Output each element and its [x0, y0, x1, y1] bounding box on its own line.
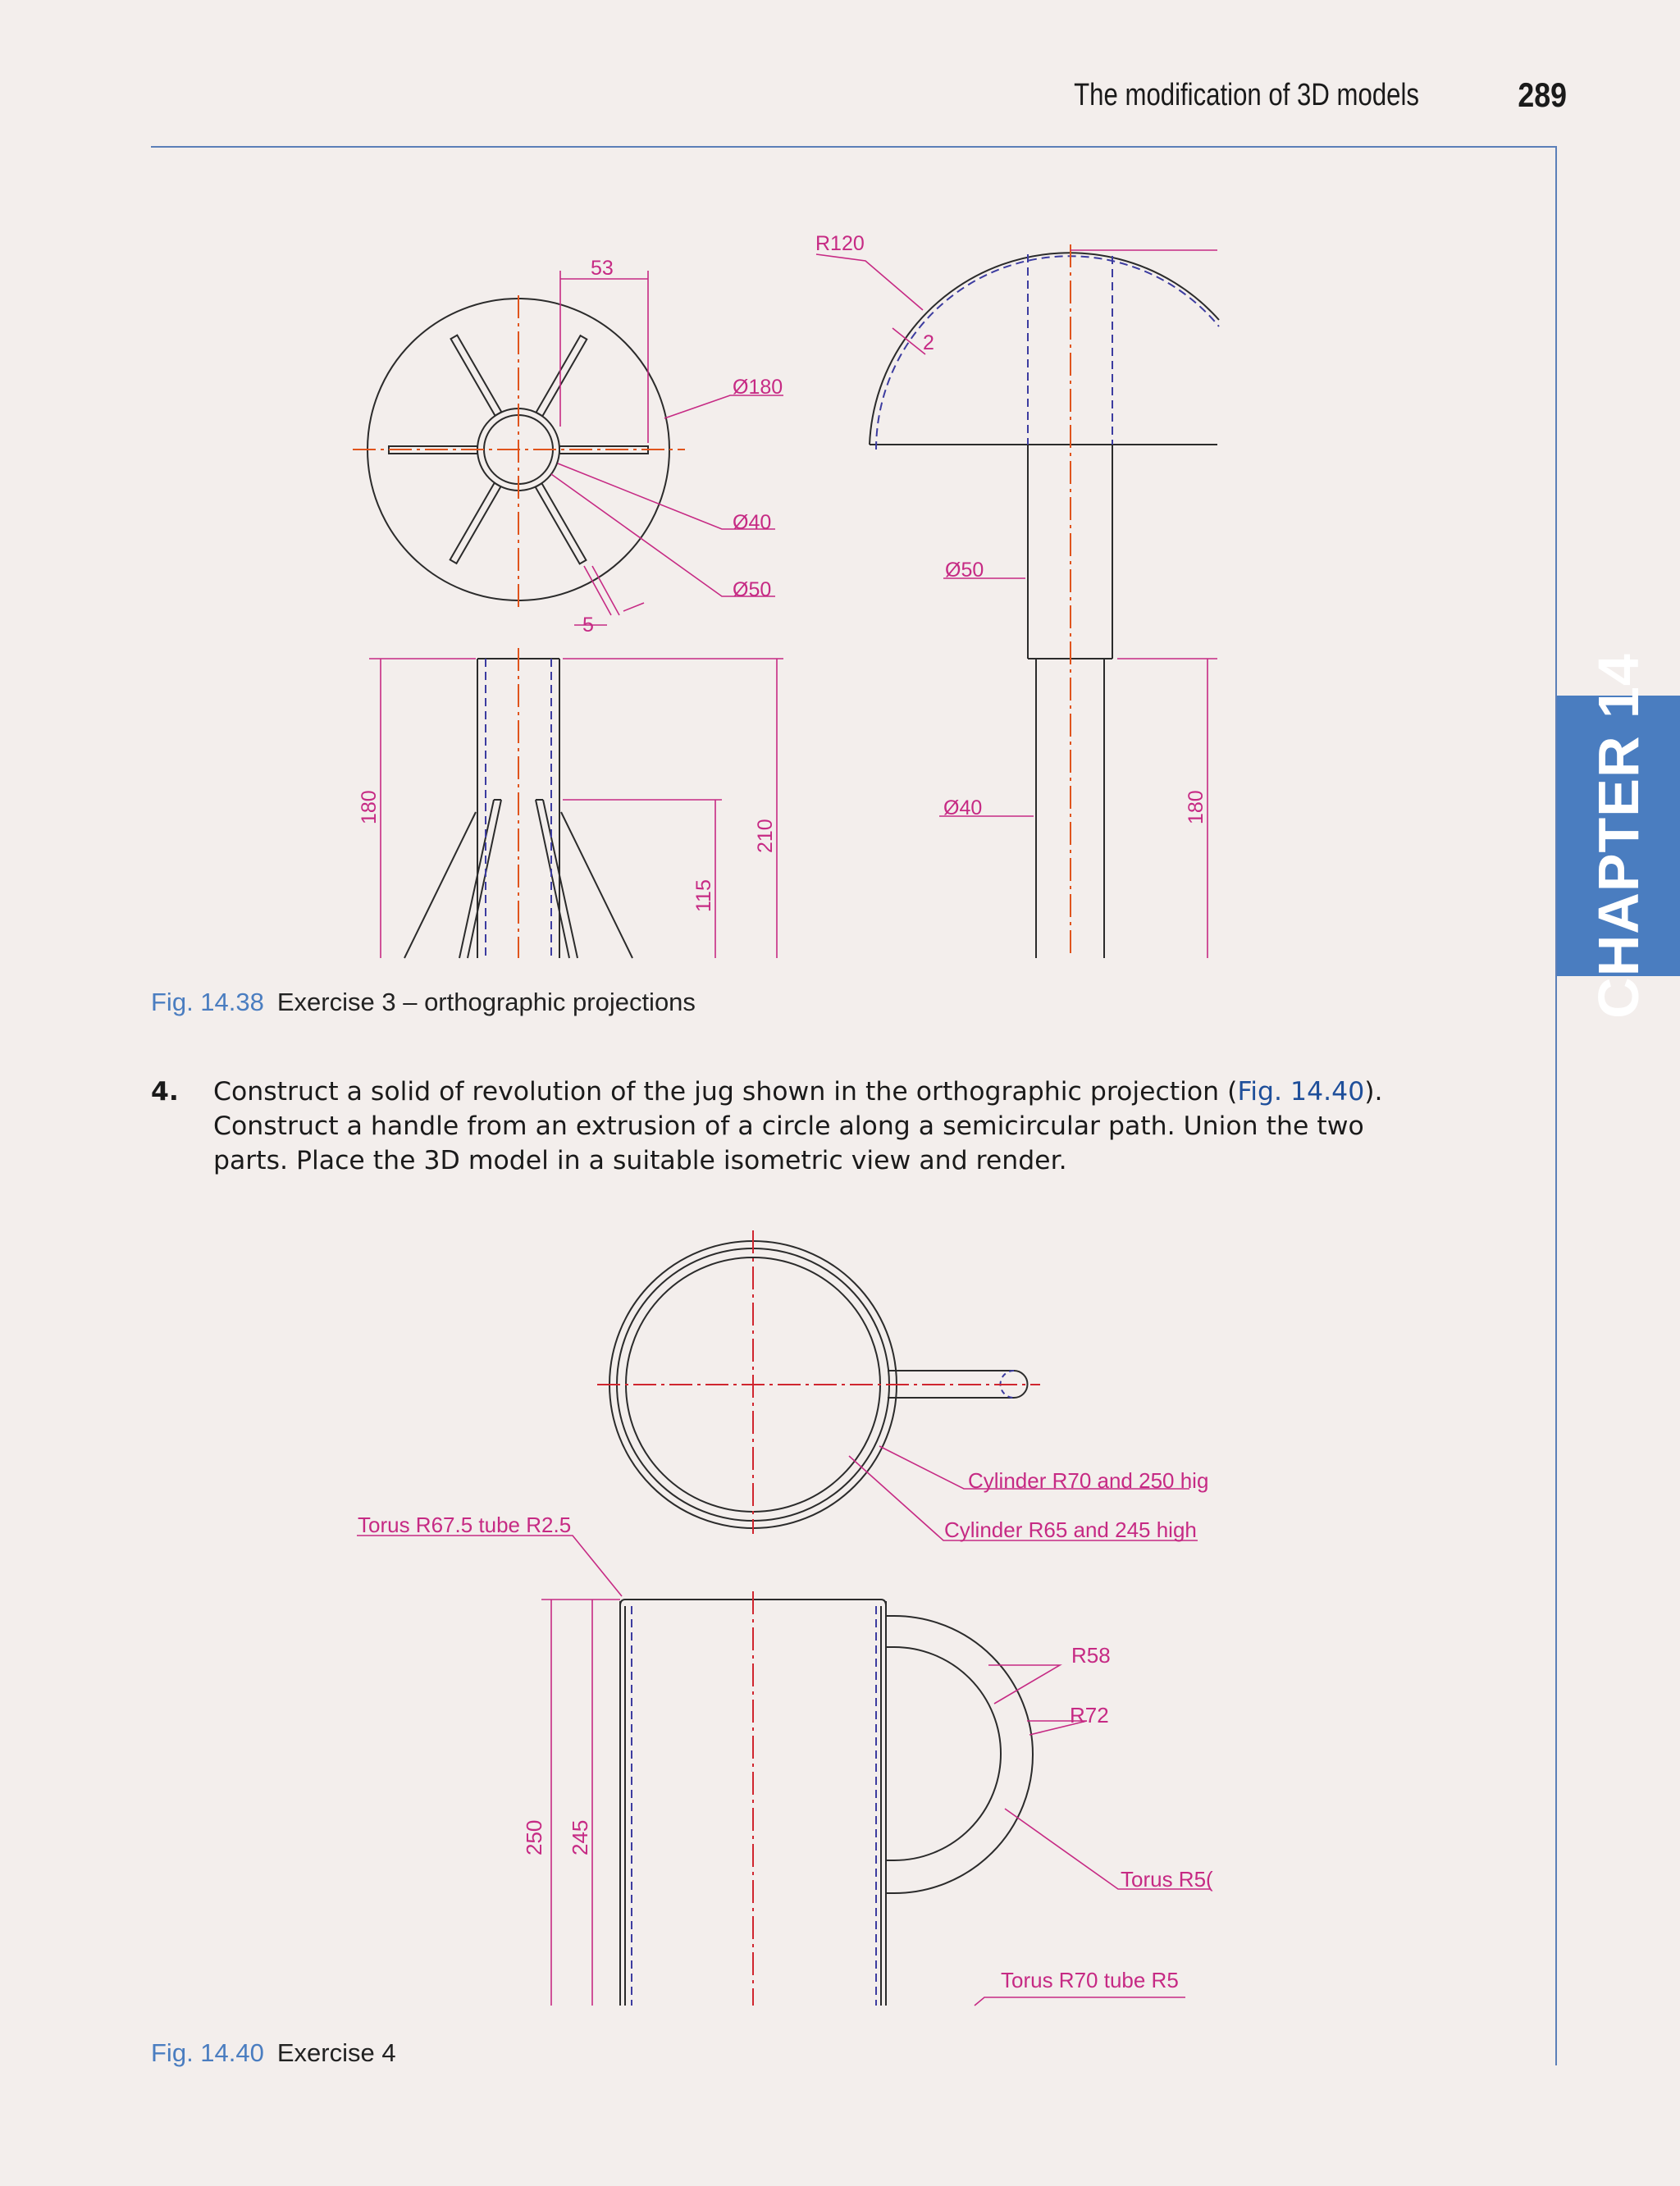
figure-reference-link[interactable]: Fig. 14.40 — [1237, 1077, 1365, 1107]
dim-dia-180: Ø180 — [733, 376, 783, 399]
front-left-dimensions — [369, 659, 783, 958]
dim-dia-40-front: Ø40 — [943, 796, 983, 819]
figure-14-40-number: Fig. 14.40 — [151, 2038, 264, 2067]
label-cylinder-outer: Cylinder R70 and 250 hig — [968, 1468, 1209, 1493]
exercise-4 — [151, 1075, 1431, 1178]
exercise-text-part: Construct a solid of revolution of the jug shown in the orthographic projection ( — [213, 1077, 1238, 1107]
side-view-right — [870, 253, 1219, 958]
chapter-tab-label: CHAPTER 14 — [1586, 653, 1650, 1019]
figure-14-38-caption-text: Exercise 3 – orthographic projections — [276, 988, 696, 1016]
spoke — [536, 483, 587, 564]
dim-250: 250 — [522, 1819, 546, 1855]
dim-dia-40: Ø40 — [733, 511, 772, 534]
plan-dimensions — [551, 271, 783, 625]
figure-14-40-caption-text: Exercise 4 — [276, 2038, 396, 2067]
dim-180-right: 180 — [1185, 790, 1208, 824]
dim-53: 53 — [591, 257, 614, 280]
figure-14-38-number: Fig. 14.38 — [151, 988, 264, 1016]
dim-dia-50-front: Ø50 — [945, 559, 984, 582]
label-torus-r50: Torus R5( — [1121, 1867, 1213, 1892]
dim-180-left: 180 — [358, 790, 381, 824]
dim-dia-50: Ø50 — [733, 578, 772, 601]
exercise-text-part: ). Construct a handle from an extrusion of a circle along a semicircular path. Union the two parts. Place the 3D model in a suitable isometric view and render. — [213, 1077, 1383, 1175]
dim-245: 245 — [568, 1819, 592, 1855]
exercise-text — [213, 1075, 1431, 1178]
dim-5: 5 — [582, 614, 594, 637]
label-r58: R58 — [1071, 1643, 1111, 1668]
label-r72: R72 — [1070, 1703, 1109, 1727]
dim-210: 210 — [754, 819, 777, 853]
figure-14-38-drawing — [0, 0, 1680, 984]
figure-14-38-caption — [151, 988, 696, 1017]
spoke — [451, 335, 502, 416]
running-header-title: The modification of 3D models — [1074, 78, 1419, 112]
plan-centerlines — [353, 295, 685, 607]
exercise-number: 4. — [151, 1077, 179, 1107]
page-number: 289 — [1518, 75, 1567, 114]
jug-elevation — [620, 1600, 1033, 2006]
spoke — [450, 483, 501, 564]
label-torus-r70: Torus R70 tube R5 — [1001, 1968, 1179, 1992]
figure-14-40-caption — [151, 2038, 396, 2068]
dim-r120: R120 — [815, 232, 865, 255]
dim-115: 115 — [692, 879, 715, 912]
dim-2: 2 — [923, 331, 934, 354]
label-torus-top: Torus R67.5 tube R2.5 — [358, 1513, 572, 1537]
figure-14-40-drawing — [0, 1206, 1680, 2018]
label-cylinder-inner: Cylinder R65 and 245 high — [944, 1517, 1197, 1542]
side-view-dimensions — [816, 250, 1217, 958]
spoke — [536, 335, 587, 416]
